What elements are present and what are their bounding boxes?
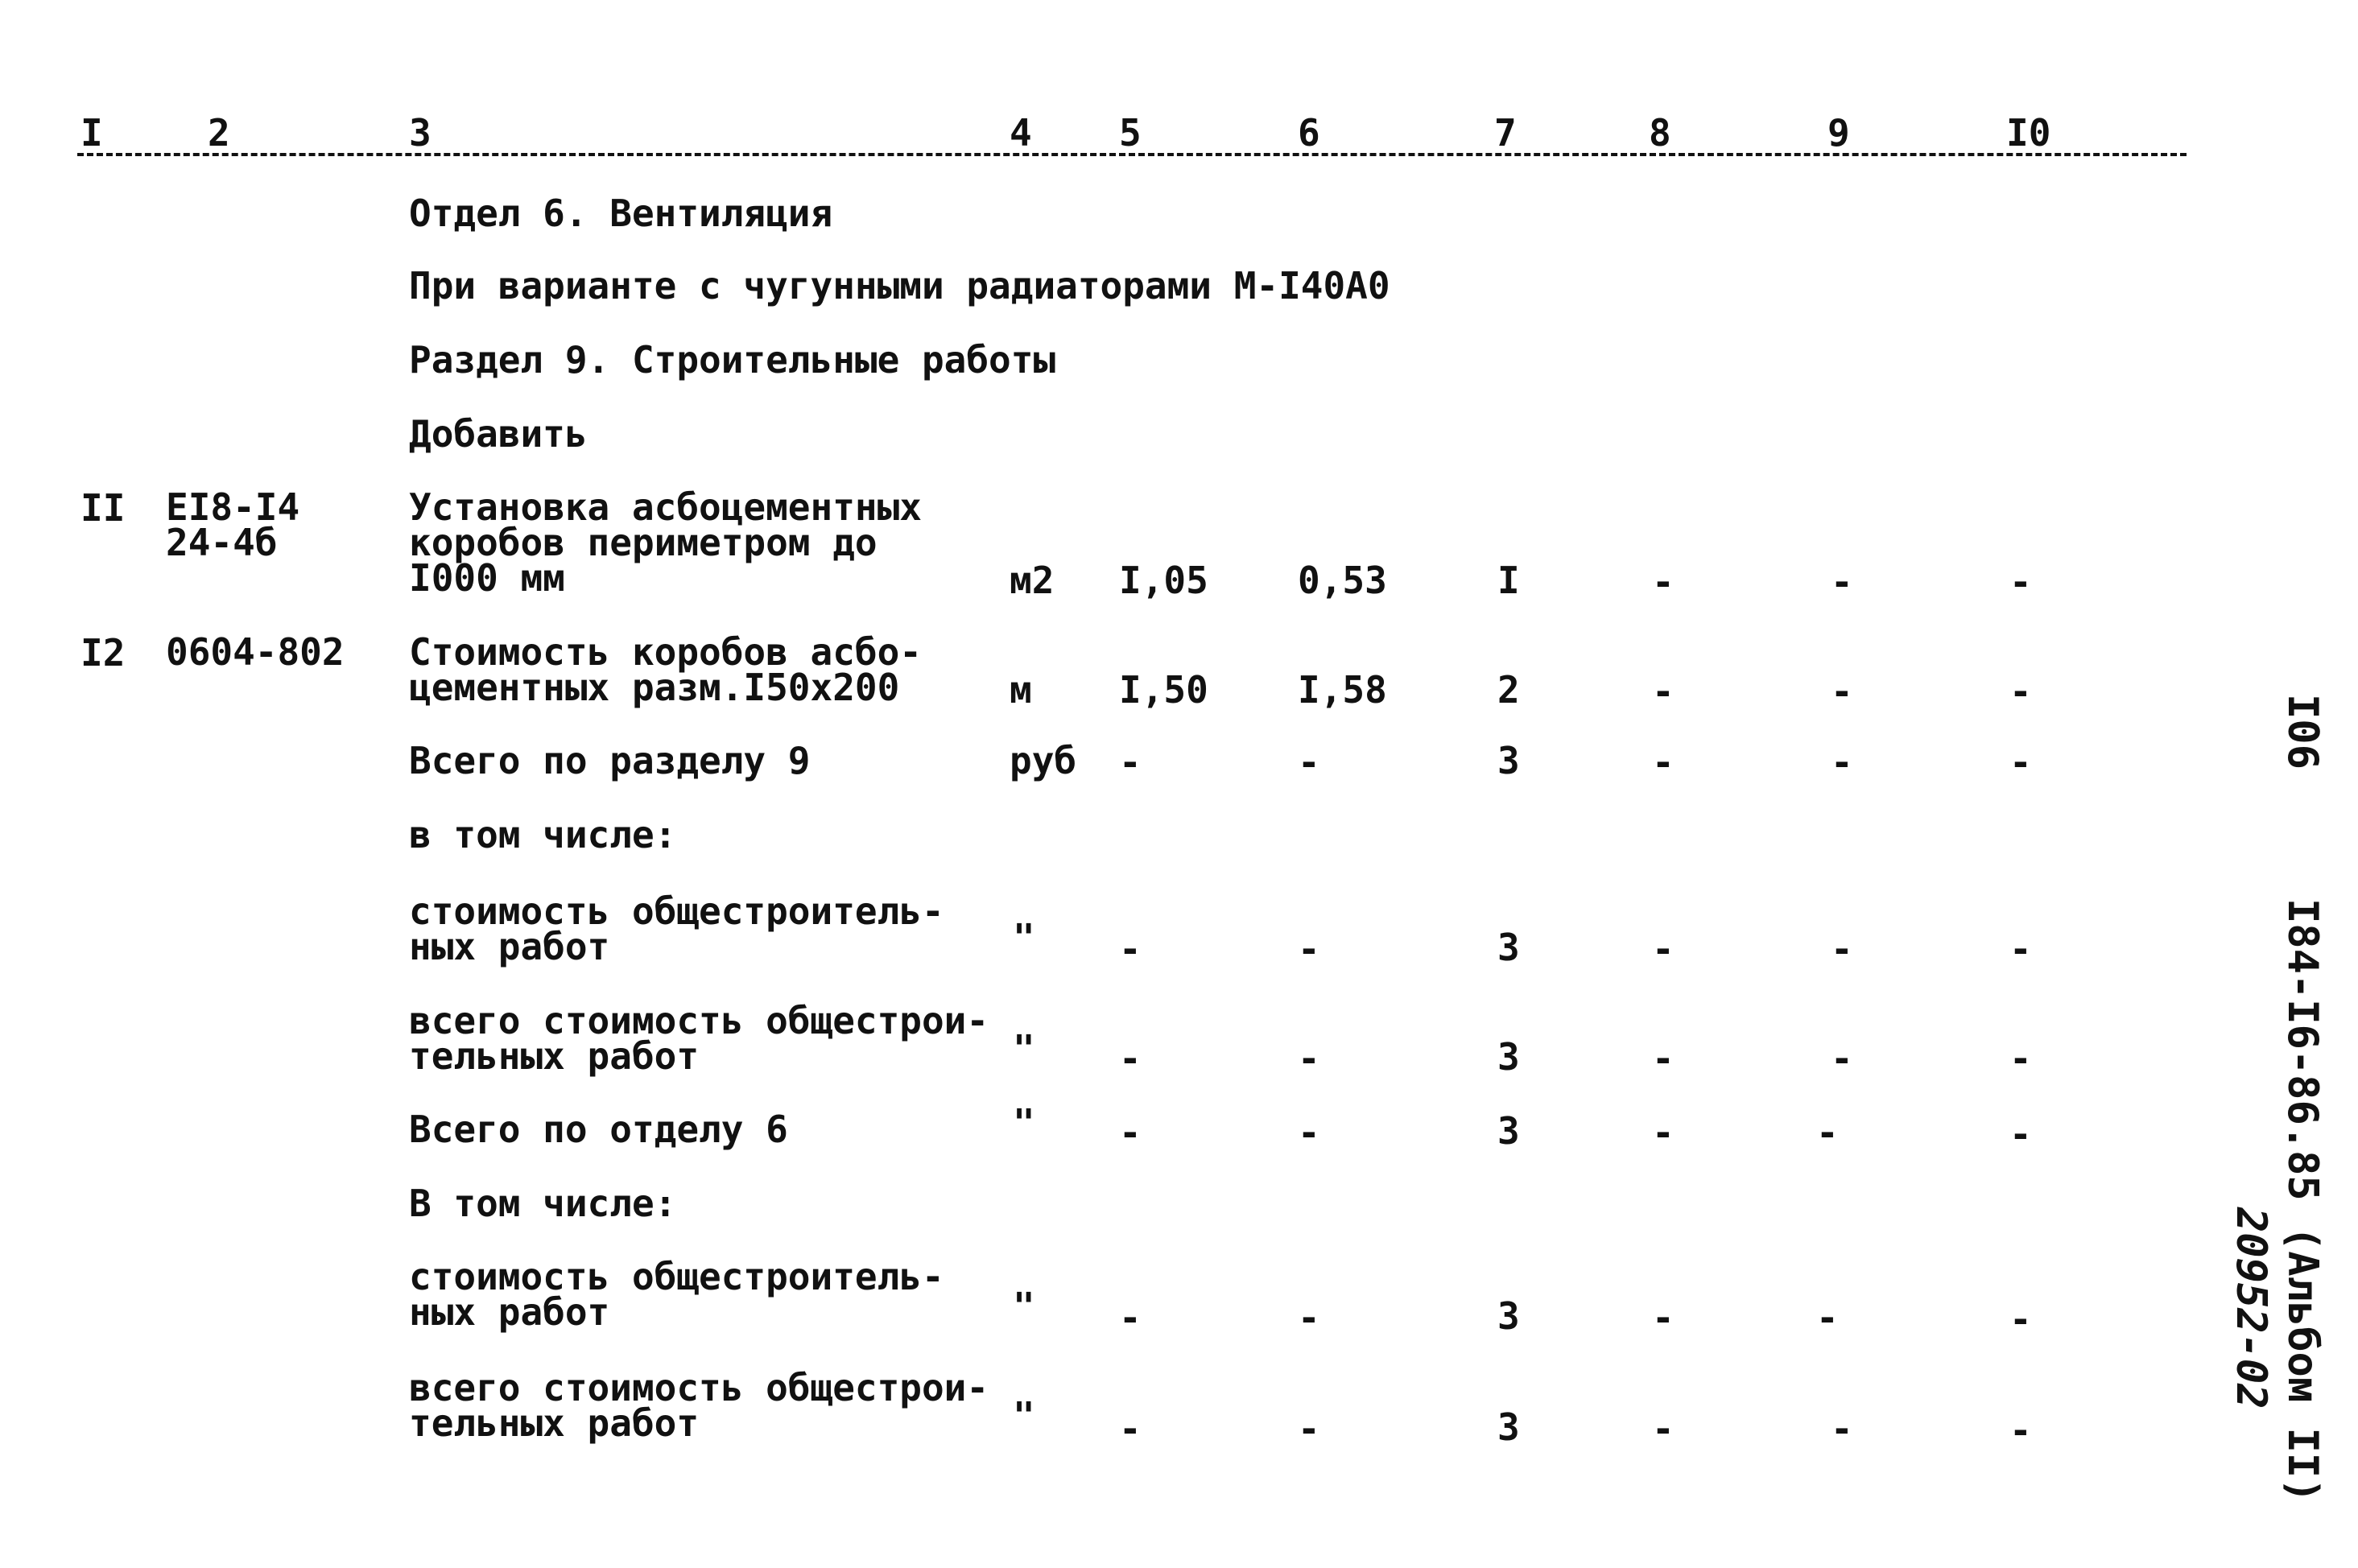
row-col-5: -	[1119, 1111, 1142, 1154]
variant-heading: При варианте с чугунными радиаторами М-I40А0	[409, 264, 1390, 307]
row-col-5: -	[1119, 1296, 1142, 1339]
row-col-6: -	[1298, 927, 1320, 971]
col-6-header: 6	[1298, 111, 1320, 155]
col-9-header: 9	[1827, 111, 1850, 155]
row-col-10: -	[2009, 1037, 2032, 1080]
sheet-code: 20952-02	[2227, 1207, 2275, 1409]
row-name: Стоимость коробов асбо- цементных разм.I50x200	[409, 630, 922, 709]
row-unit: "	[1013, 1285, 1035, 1328]
row-number: II	[81, 486, 126, 530]
row-col-5: I,05	[1119, 559, 1208, 602]
row-col-5: -	[1119, 741, 1142, 784]
row-col-10: -	[2009, 927, 2032, 971]
row-unit: "	[1013, 1394, 1035, 1438]
department-heading: Отдел 6. Вентиляция	[409, 192, 833, 235]
row-col-10: -	[2009, 741, 2032, 784]
row-col-10: -	[2009, 1112, 2032, 1156]
subtotal-caption: в том числе:	[409, 813, 677, 856]
row-col-6: -	[1298, 741, 1320, 784]
row-col-10: -	[2009, 1409, 2032, 1452]
row-col-8: -	[1652, 560, 1675, 604]
row-col-9: -	[1816, 1296, 1839, 1339]
row-unit: "	[1013, 916, 1035, 959]
row-code: 0604-802	[166, 630, 345, 674]
row-col-7: 3	[1497, 926, 1520, 969]
row-col-10: -	[2009, 670, 2032, 713]
row-col-9: -	[1831, 741, 1853, 784]
row-number: I2	[81, 631, 126, 675]
row-unit: "	[1013, 1101, 1035, 1145]
col-4-header: 4	[1010, 111, 1032, 155]
row-col-7: 2	[1497, 668, 1520, 712]
row-col-5: -	[1119, 927, 1142, 971]
row-col-5: -	[1119, 1407, 1142, 1450]
row-col-8: -	[1652, 1037, 1675, 1080]
row-col-6: I,58	[1298, 668, 1387, 712]
row-col-8: -	[1652, 927, 1675, 971]
row-col-6: -	[1298, 1037, 1320, 1080]
row-col-8: -	[1652, 741, 1675, 784]
row-col-9: -	[1831, 1037, 1853, 1080]
col-7-header: 7	[1494, 111, 1517, 155]
row-col-7: 3	[1497, 1294, 1520, 1338]
row-col-6: -	[1298, 1296, 1320, 1339]
col-3-header: 3	[409, 111, 432, 155]
row-col-7: 3	[1497, 739, 1520, 782]
row-name: всего стоимость общестрои- тельных работ	[409, 999, 989, 1078]
row-name: стоимость общестроитель- ных работ	[409, 889, 944, 968]
row-unit: м2	[1010, 559, 1055, 602]
row-col-9: -	[1831, 927, 1853, 971]
section-heading: Раздел 9. Строительные работы	[409, 338, 1056, 382]
row-col-6: 0,53	[1298, 559, 1387, 602]
col-10-header: I0	[2006, 111, 2051, 155]
row-code: ЕI8-I4 24-4б	[166, 485, 300, 564]
row-col-7: I	[1497, 559, 1520, 602]
row-col-9: -	[1831, 670, 1853, 713]
row-col-5: I,50	[1119, 668, 1208, 712]
row-name: Всего по разделу 9	[409, 739, 811, 782]
row-col-8: -	[1652, 1407, 1675, 1450]
col-8-header: 8	[1649, 111, 1671, 155]
row-col-8: -	[1652, 1111, 1675, 1154]
row-name: всего стоимость общестрои- тельных работ	[409, 1366, 989, 1445]
row-unit: м	[1010, 668, 1032, 712]
row-col-6: -	[1298, 1111, 1320, 1154]
col-2-header: 2	[208, 111, 230, 155]
row-name: Всего по отделу 6	[409, 1108, 788, 1151]
row-col-7: 3	[1497, 1405, 1520, 1449]
row-col-10: -	[2009, 1298, 2032, 1341]
row-unit: руб	[1010, 739, 1077, 782]
row-col-8: -	[1652, 1296, 1675, 1339]
document-number: I84-I6-86.85 (Альбом II)	[2278, 898, 2327, 1504]
row-col-9: -	[1831, 560, 1853, 604]
header-rule	[77, 153, 2187, 156]
row-col-10: -	[2009, 560, 2032, 604]
row-name: стоимость общестроитель- ных работ	[409, 1255, 944, 1334]
row-col-7: 3	[1497, 1109, 1520, 1153]
col-5-header: 5	[1119, 111, 1142, 155]
add-heading: Добавить	[409, 412, 588, 456]
row-col-7: 3	[1497, 1035, 1520, 1079]
row-col-6: -	[1298, 1407, 1320, 1450]
row-name: Установка асбоцементных коробов периметром до I000 мм	[409, 485, 922, 600]
row-unit: "	[1013, 1027, 1035, 1071]
subtotal-caption: В том числе:	[409, 1182, 677, 1225]
row-col-9: -	[1831, 1407, 1853, 1450]
page-number: I06	[2278, 694, 2327, 770]
col-1-header: I	[81, 111, 103, 155]
row-col-5: -	[1119, 1037, 1142, 1080]
row-col-9: -	[1816, 1111, 1839, 1154]
row-col-8: -	[1652, 670, 1675, 713]
